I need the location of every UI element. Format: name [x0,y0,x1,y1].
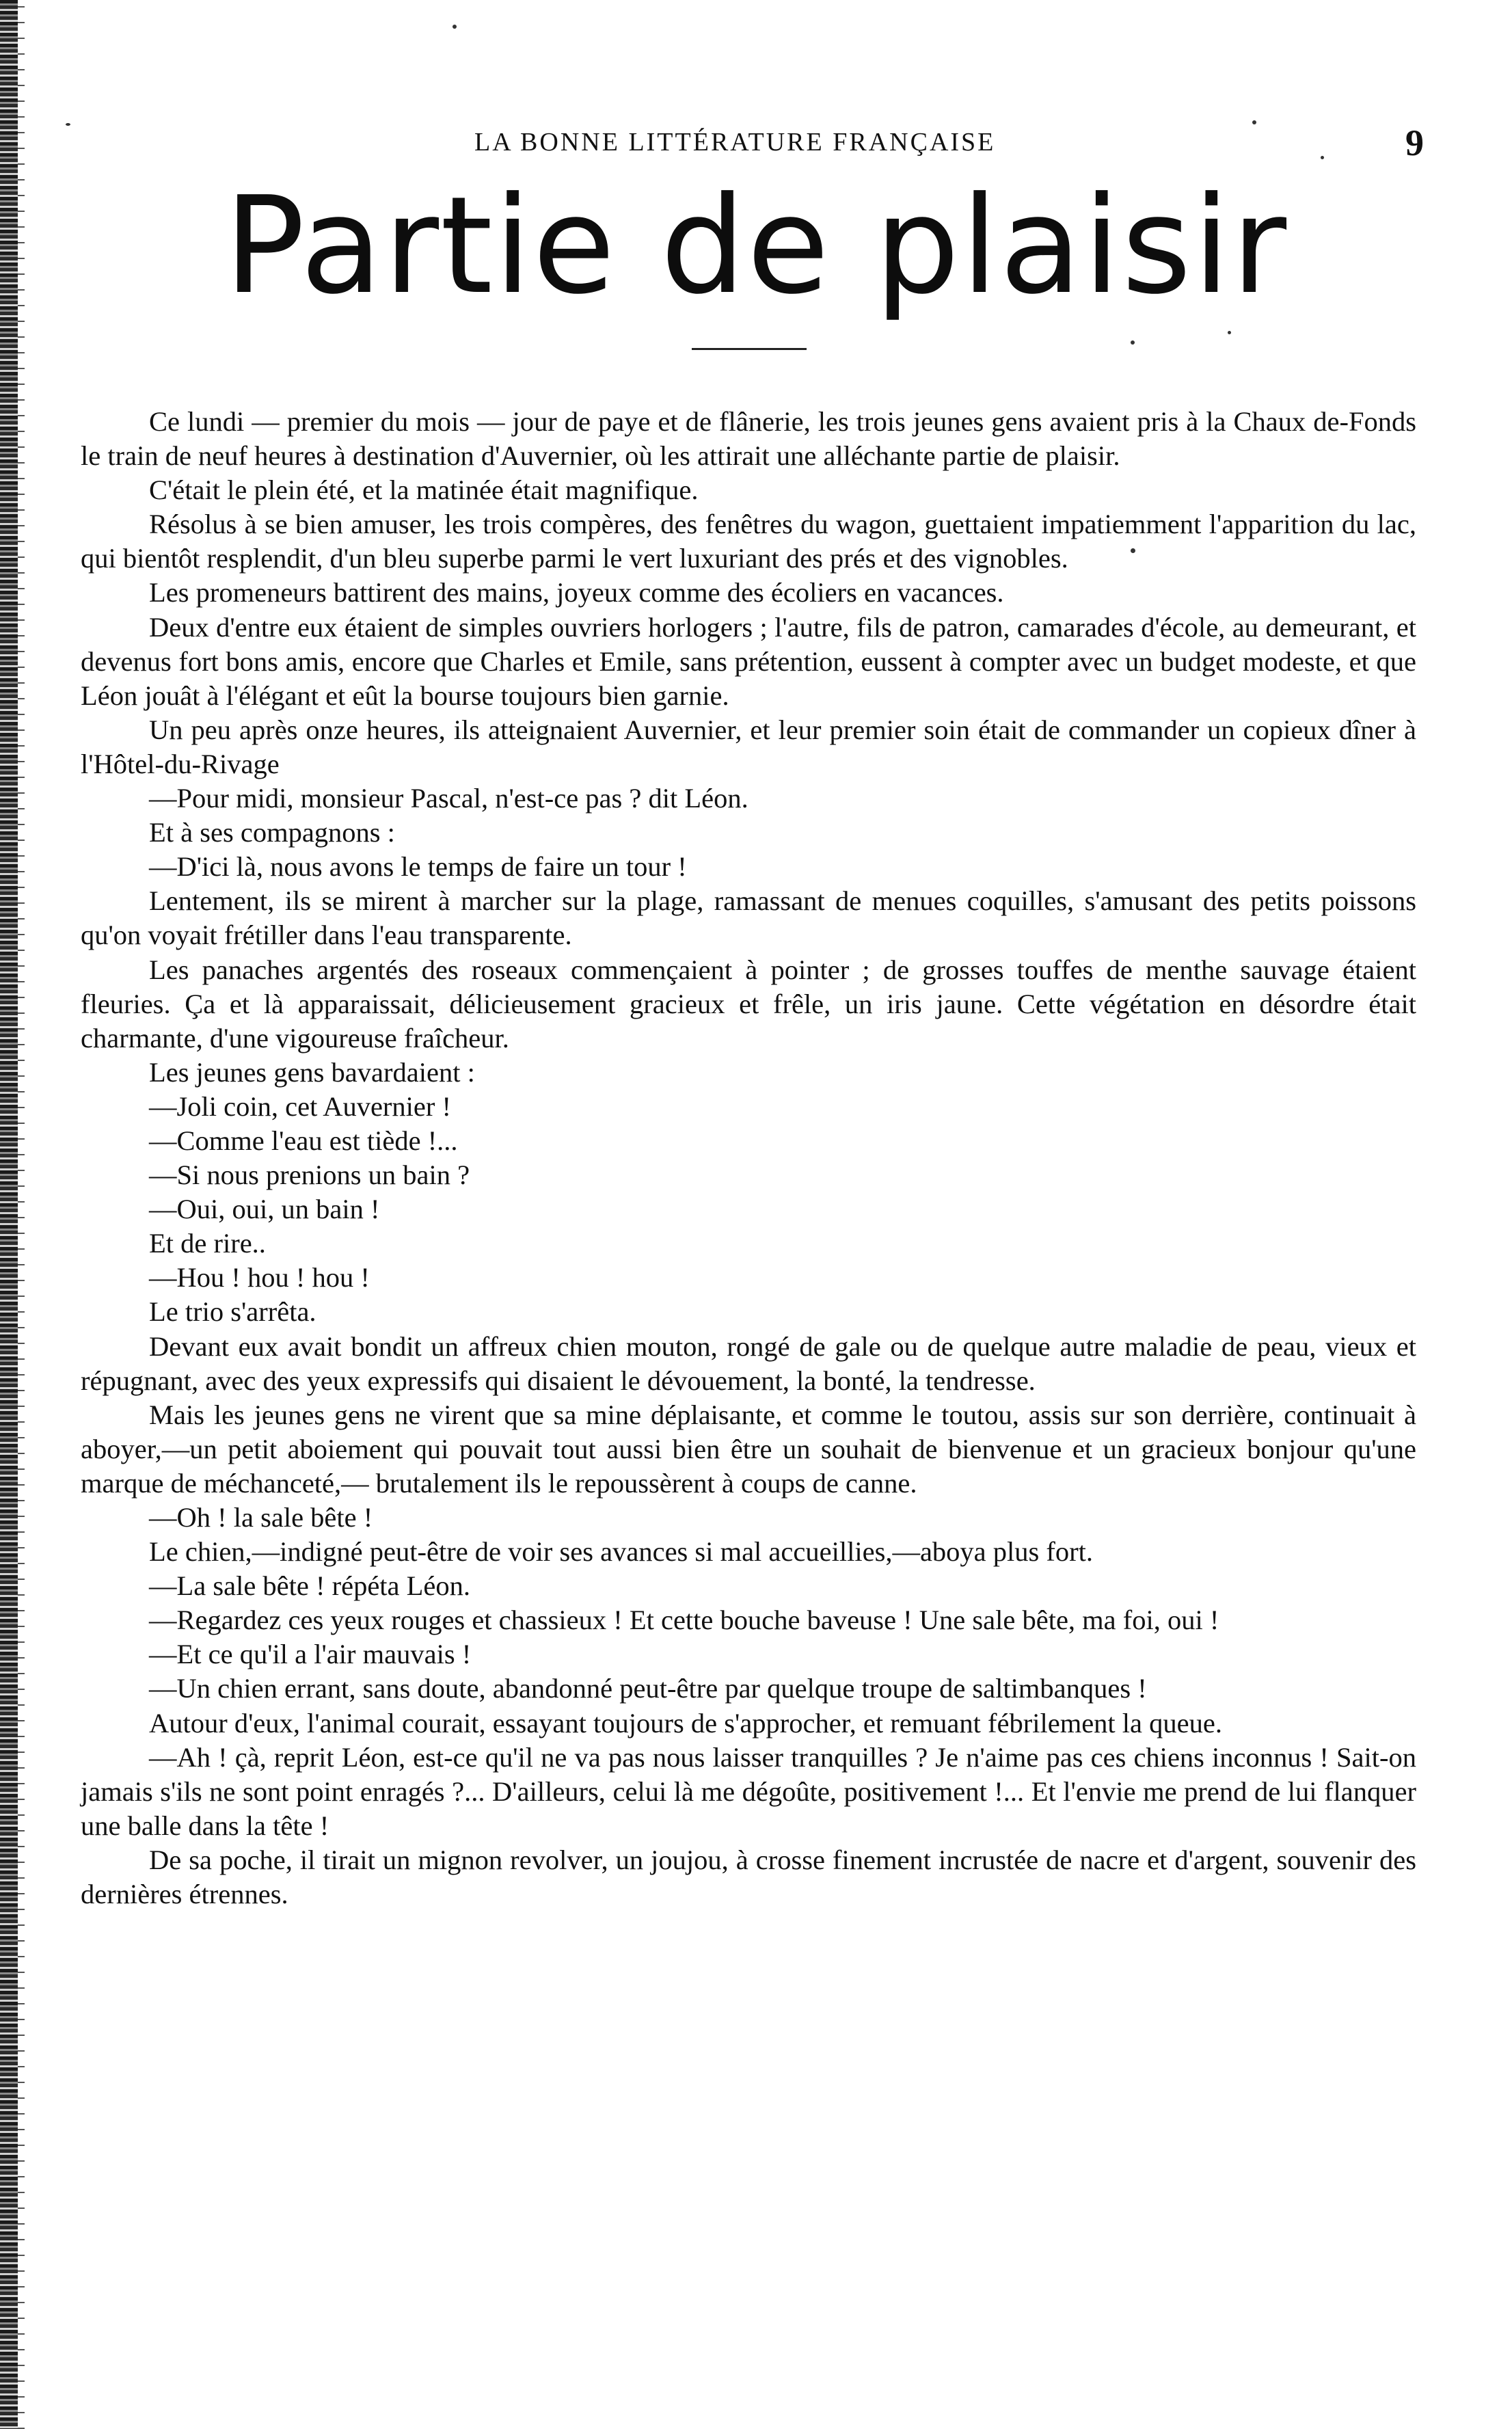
page-binding-edge [0,0,18,2429]
page-number: 9 [1405,122,1424,163]
paragraph: Et de rire.. [149,1228,266,1259]
print-speck [1321,156,1324,159]
paragraph: —La sale bête ! répéta Léon. [149,1570,471,1602]
paragraph: —Comme l'eau est tiède !... [149,1125,458,1156]
paragraph: Autour d'eux, l'animal courait, essayant toujours de s'approcher, et remuant fébrilement la queue. [149,1707,1222,1739]
paragraph: Devant eux avait bondit un affreux chien mouton, rongé de gale ou de quelque autre maladie de peau, vieux et répugnant, avec des yeux expressifs qui disaient le dévouement, la bonté, la tendresse. [81,1330,1416,1396]
paragraph: —D'ici là, nous avons le temps de faire un tour ! [149,851,687,883]
paragraph: Deux d'entre eux étaient de simples ouvriers horlogers ; l'autre, fils de patron, camarades d'école, au demeurant, et devenus fort bons amis, encore que Charles et Emile, sans prétention, eussent à compter avec un budget modeste, et que Léon jouât à l'élégant et eût la bourse toujours bien garnie. [81,611,1416,711]
paragraph: —Oui, oui, un bain ! [149,1194,380,1225]
print-speck [453,25,457,29]
paragraph: Les panaches argentés des roseaux commençaient à pointer ; de grosses touffes de menthe sauvage étaient fleuries. Ça et là apparaissait, délicieusement gracieux et frêle, un iris jaune. Cette végétation en désordre était charmante, d'une vigoureuse fraîcheur. [81,954,1416,1054]
paragraph: —Oh ! la sale bête ! [149,1502,373,1533]
running-title: LA BONNE LITTÉRATURE FRANÇAISE [474,128,996,157]
paragraph: —Pour midi, monsieur Pascal, n'est-ce pas ? dit Léon. [149,783,748,814]
title-divider [692,348,807,350]
paragraph: Un peu après onze heures, ils atteignaient Auvernier, et leur premier soin était de commander un copieux dîner à l'Hôtel-du-Rivage [81,714,1416,779]
paragraph: —Ah ! çà, reprit Léon, est-ce qu'il ne va pas nous laisser tranquilles ? Je n'aime pas ces chiens inconnus ! Sait-on jamais s'ils ne sont point enragés ?... D'ailleurs, celui là me dégoûte, positivement !... Et l'envie me prend de lui flanquer une balle dans la tête ! [81,1741,1416,1841]
paragraph: Ce lundi — premier du mois — jour de paye et de flânerie, les trois jeunes gens avaient pris à la Chaux de-Fonds le train de neuf heures à destination d'Auvernier, où les attirait une alléchante partie de plaisir. [81,406,1416,472]
paragraph: —Si nous prenions un bain ? [149,1159,470,1191]
print-speck [66,123,70,126]
paragraph: Résolus à se bien amuser, les trois compères, des fenêtres du wagon, guettaient impatiemment l'apparition du lac, qui bientôt resplendit, d'un bleu superbe parmi le vert luxuriant des prés et des vignobles. [81,509,1416,574]
paragraph: —Et ce qu'il a l'air mauvais ! [149,1639,472,1670]
print-speck [1131,548,1135,553]
print-speck [1252,120,1256,124]
print-speck [1131,340,1135,345]
running-header [0,122,1512,168]
page-title: Partie de plaisir [224,168,1288,324]
paragraph: —Regardez ces yeux rouges et chassieux ! Et cette bouche baveuse ! Une sale bête, ma foi, oui ! [149,1605,1219,1636]
paragraph: —Joli coin, cet Auvernier ! [149,1090,451,1122]
paragraph: Et à ses compagnons : [149,817,395,848]
article-body [81,405,1416,1911]
paragraph: Le chien,—indigné peut-être de voir ses avances si mal accueillies,—aboya plus fort. [149,1536,1094,1568]
paragraph: Les jeunes gens bavardaient : [149,1056,475,1088]
paragraph: C'était le plein été, et la matinée était magnifique. [149,474,699,506]
paragraph: —Hou ! hou ! hou ! [149,1262,370,1293]
paragraph: Lentement, ils se mirent à marcher sur la plage, ramassant de menues coquilles, s'amusant des petits poissons qu'on voyait frétiller dans l'eau transparente. [81,885,1416,951]
print-speck [1228,331,1231,334]
paragraph: De sa poche, il tirait un mignon revolver, un joujou, à crosse finement incrustée de nacre et d'argent, souvenir des dernières étrennes. [81,1844,1416,1910]
paragraph: Le trio s'arrêta. [149,1296,316,1328]
paragraph: Mais les jeunes gens ne virent que sa mine déplaisante, et comme le toutou, assis sur son derrière, continuait à aboyer,—un petit aboiement qui pouvait tout aussi bien être un souhait de bienvenue et un gracieux bonjour qu'une marque de méchanceté,— brutalement ils le repoussèrent à coups de canne. [81,1399,1416,1499]
paragraph: Les promeneurs battirent des mains, joyeux comme des écoliers en vacances. [149,577,1004,608]
paragraph: —Un chien errant, sans doute, abandonné peut-être par quelque troupe de saltimbanques ! [149,1673,1147,1704]
